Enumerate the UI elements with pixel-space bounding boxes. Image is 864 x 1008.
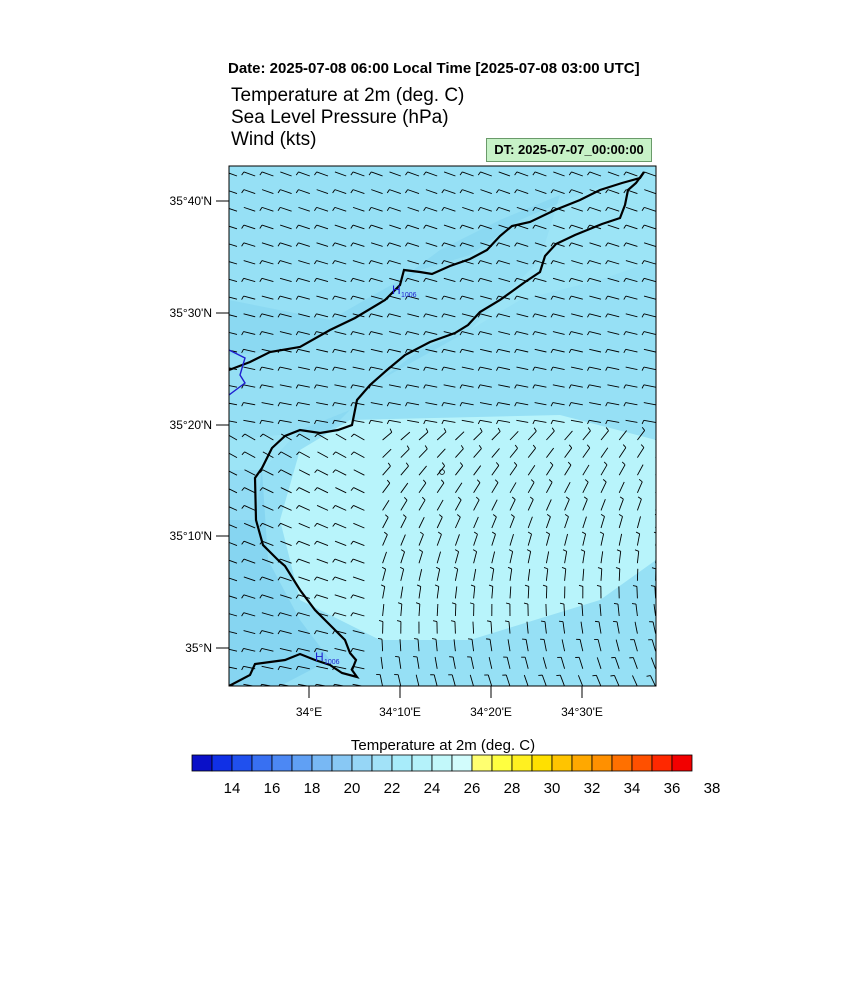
latitude-ticks — [216, 201, 229, 648]
lat-label: 35°40'N — [169, 194, 212, 208]
colorbar-box — [352, 755, 372, 771]
colorbar-box — [232, 755, 252, 771]
temperature-field — [223, 166, 662, 688]
longitude-ticks — [309, 686, 582, 698]
colorbar-box — [432, 755, 452, 771]
colorbar-box — [572, 755, 592, 771]
colorbar-tick-label: 28 — [503, 780, 521, 797]
colorbar-tick-label: 16 — [263, 780, 281, 797]
title-temperature: Temperature at 2m (deg. C) — [231, 85, 465, 106]
colorbar-box — [612, 755, 632, 771]
colorbar-tick-label: 36 — [663, 780, 681, 797]
colorbar-box — [192, 755, 212, 771]
colorbar-box — [292, 755, 312, 771]
colorbar-box — [512, 755, 532, 771]
colorbar-tick-label: 32 — [583, 780, 601, 797]
lon-label: 34°10'E — [379, 705, 421, 719]
colorbar-title: Temperature at 2m (deg. C) — [350, 737, 536, 754]
high-letter: H — [315, 650, 324, 664]
colorbar-box — [532, 755, 552, 771]
colorbar-box — [372, 755, 392, 771]
high-letter: H — [392, 283, 401, 297]
colorbar-box — [392, 755, 412, 771]
colorbar-tick-label: 24 — [423, 780, 441, 797]
wind-barb — [656, 447, 662, 457]
colorbar-box — [452, 755, 472, 771]
colorbar-box — [472, 755, 492, 771]
date-line: Date: 2025-07-08 06:00 Local Time [2025-07-08 03:00 UTC] — [228, 60, 640, 77]
colorbar — [192, 755, 692, 771]
lon-label: 34°20'E — [470, 705, 512, 719]
high-value: 1006 — [401, 292, 417, 299]
lat-label: 35°N — [185, 641, 212, 655]
colorbar-box — [212, 755, 232, 771]
colorbar-tick-label: 26 — [463, 780, 481, 797]
title-pressure: Sea Level Pressure (hPa) — [231, 107, 449, 128]
colorbar-box — [592, 755, 612, 771]
colorbar-tick-label: 30 — [543, 780, 561, 797]
dt-badge: DT: 2025-07-07_00:00:00 — [486, 138, 652, 162]
colorbar-box — [332, 755, 352, 771]
colorbar-box — [492, 755, 512, 771]
high-value: 1006 — [324, 659, 340, 666]
colorbar-box — [412, 755, 432, 771]
lat-label: 35°30'N — [169, 306, 212, 320]
wind-barb — [656, 427, 663, 440]
colorbar-tick-label: 34 — [623, 780, 641, 797]
colorbar-tick-label: 38 — [703, 780, 721, 797]
lon-label: 34°30'E — [561, 705, 603, 719]
colorbar-tick-label: 18 — [303, 780, 321, 797]
colorbar-box — [312, 755, 332, 771]
colorbar-box — [552, 755, 572, 771]
colorbar-box — [672, 755, 692, 771]
lat-label: 35°20'N — [169, 418, 212, 432]
colorbar-box — [652, 755, 672, 771]
colorbar-box — [632, 755, 652, 771]
colorbar-tick-label: 14 — [223, 780, 241, 797]
colorbar-box — [252, 755, 272, 771]
colorbar-tick-label: 20 — [343, 780, 361, 797]
lon-label: 34°E — [295, 705, 323, 719]
colorbar-tick-label: 22 — [383, 780, 401, 797]
title-wind: Wind (kts) — [231, 129, 317, 150]
lat-label: 35°10'N — [169, 529, 212, 543]
colorbar-box — [272, 755, 292, 771]
